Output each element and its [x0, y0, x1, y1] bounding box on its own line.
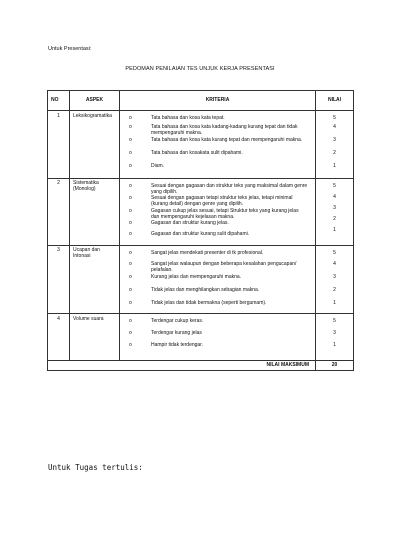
criterion-text: Tata bahasa dan kosakata sulit dipahami.	[151, 150, 243, 156]
criterion-item	[123, 195, 312, 208]
bullet-icon: o	[129, 342, 132, 348]
criterion-text: Sesuai dengan gagasan dan struktur teks yang maksimal dalam genre yang dipilih.	[151, 182, 308, 195]
table-row	[48, 314, 354, 361]
bullet-icon: o	[129, 115, 132, 121]
score-value: 4	[333, 124, 336, 130]
document-title: PEDOMAN PENILAIAN TES UNJUK KERJA PRESENTASI	[125, 66, 275, 72]
row-aspek: Leksikogramatika	[70, 111, 120, 179]
row-criteria	[120, 245, 316, 314]
criterion-item	[123, 261, 312, 274]
row-scores	[316, 178, 354, 245]
bullet-icon: o	[129, 231, 132, 237]
row-aspek: Sistematika (Monolog)	[70, 178, 120, 245]
bullet-icon: o	[129, 207, 132, 214]
score-value: 4	[333, 260, 336, 267]
criterion-item	[123, 330, 312, 342]
bullet-icon: o	[129, 195, 132, 201]
total-row	[48, 360, 354, 370]
table-row	[48, 178, 354, 245]
criterion-text: Tata bahasa dan kosa kata tepat.	[151, 115, 225, 121]
score-value: 2	[333, 215, 336, 222]
criterion-text: Terdengar kurang jelas	[151, 330, 202, 336]
score-value: 1	[333, 226, 336, 233]
criterion-text: Tidak jelas dan menghilangkan sebagian makna.	[151, 286, 260, 293]
header-row	[48, 91, 354, 111]
criterion-text: Hampir tidak terdengar.	[151, 342, 203, 348]
criterion-text: Sesuai dengan gagasan tetapi struktur teks jelas, tetapi minimal (kurang detail) dengan genre yang dipilih.	[151, 195, 293, 208]
bullet-icon: o	[129, 182, 132, 189]
bullet-icon: o	[129, 286, 132, 293]
criterion-text: Sangat jelas walaupun dengan beberapa kesalahan pengucapan/ pelafalan.	[151, 260, 297, 273]
criterion-text: Gagasan cukup jelas sesuai, tetapi Struktur teks yang kurang jelas dan mempengaruhi kejelasan makna.	[151, 207, 299, 220]
score-value: 2	[333, 286, 336, 293]
criterion-item	[123, 183, 312, 196]
bullet-icon: o	[129, 163, 132, 169]
criterion-text: Tata bahasa dan kosa kata kurang tepat dan mempengaruhi makna.	[151, 137, 303, 143]
criterion-text: Tidak jelas dan tidak bermakna (seperti bergumam).	[151, 299, 267, 306]
intro-label: Untuk Presentasi:	[48, 46, 92, 52]
criterion-item	[123, 342, 312, 358]
criterion-item	[123, 208, 312, 221]
criterion-item	[123, 250, 312, 261]
criterion-text: Kurang jelas dan mempengaruhi makna.	[151, 273, 242, 280]
bullet-icon: o	[129, 318, 132, 324]
score-value: 5	[333, 318, 336, 324]
header-aspek: ASPEK	[70, 91, 120, 111]
score-value: 5	[333, 249, 336, 256]
row-criteria	[120, 314, 316, 361]
criterion-item	[123, 137, 312, 150]
row-aspek: Ucapan dan Intonasi	[70, 245, 120, 314]
criterion-item	[123, 274, 312, 287]
criterion-item	[123, 231, 312, 243]
criterion-item	[123, 287, 312, 300]
score-value: 2	[333, 150, 336, 156]
score-value: 1	[333, 299, 336, 306]
table-row	[48, 245, 354, 314]
rubric-table	[47, 90, 354, 371]
total-value: 20	[316, 360, 354, 370]
bullet-icon: o	[129, 273, 132, 280]
score-value: 3	[333, 330, 336, 336]
bullet-icon: o	[129, 137, 132, 143]
criterion-item	[123, 318, 312, 330]
row-scores	[316, 314, 354, 361]
bullet-icon: o	[129, 249, 132, 256]
bullet-icon: o	[129, 330, 132, 336]
criterion-text: Terdengar cukup keras.	[151, 318, 204, 324]
criterion-item	[123, 115, 312, 124]
bullet-icon: o	[129, 260, 132, 267]
header-nilai: NILAI	[316, 91, 354, 111]
criterion-item	[123, 300, 312, 312]
score-value: 3	[333, 204, 336, 211]
score-value: 5	[333, 182, 336, 189]
score-value: 1	[333, 163, 336, 169]
score-value: 3	[333, 273, 336, 280]
score-value: 5	[333, 115, 336, 121]
row-number: 2	[48, 178, 70, 245]
criterion-text: Gagasan dan struktur kurang jelas.	[151, 220, 229, 226]
criterion-item	[123, 150, 312, 163]
rubric-body	[48, 111, 354, 361]
header-kriteria: KRITERIA	[120, 91, 316, 111]
row-scores	[316, 245, 354, 314]
bullet-icon: o	[129, 124, 132, 130]
header-no: NO	[48, 91, 70, 111]
bullet-icon: o	[129, 299, 132, 306]
criterion-text: Gagasan dan struktur kurang sulit dipahami.	[151, 231, 250, 237]
bullet-icon: o	[129, 150, 132, 156]
criterion-item	[123, 220, 312, 231]
score-value: 4	[333, 193, 336, 200]
criterion-item	[123, 163, 312, 176]
criterion-item	[123, 124, 312, 137]
row-number: 1	[48, 111, 70, 179]
table-row	[48, 111, 354, 179]
footer-label: Untuk Tugas tertulis:	[48, 463, 143, 472]
criterion-text: Tata bahasa dan kosa kata kadang-kadang kurang tepat dan tidak mempengaruhi makna.	[151, 124, 298, 137]
score-value: 1	[333, 342, 336, 348]
row-number: 3	[48, 245, 70, 314]
row-criteria	[120, 178, 316, 245]
criterion-text: Diam.	[151, 163, 165, 169]
row-number: 4	[48, 314, 70, 361]
row-criteria	[120, 111, 316, 179]
total-label: NILAI MAKSIMUM	[48, 360, 316, 370]
row-aspek: Volume suara	[70, 314, 120, 361]
bullet-icon: o	[129, 220, 132, 226]
score-value: 3	[333, 137, 336, 143]
row-scores	[316, 111, 354, 179]
criterion-text: Sangat jelas mendekati presenter di tk profesional.	[151, 249, 264, 256]
